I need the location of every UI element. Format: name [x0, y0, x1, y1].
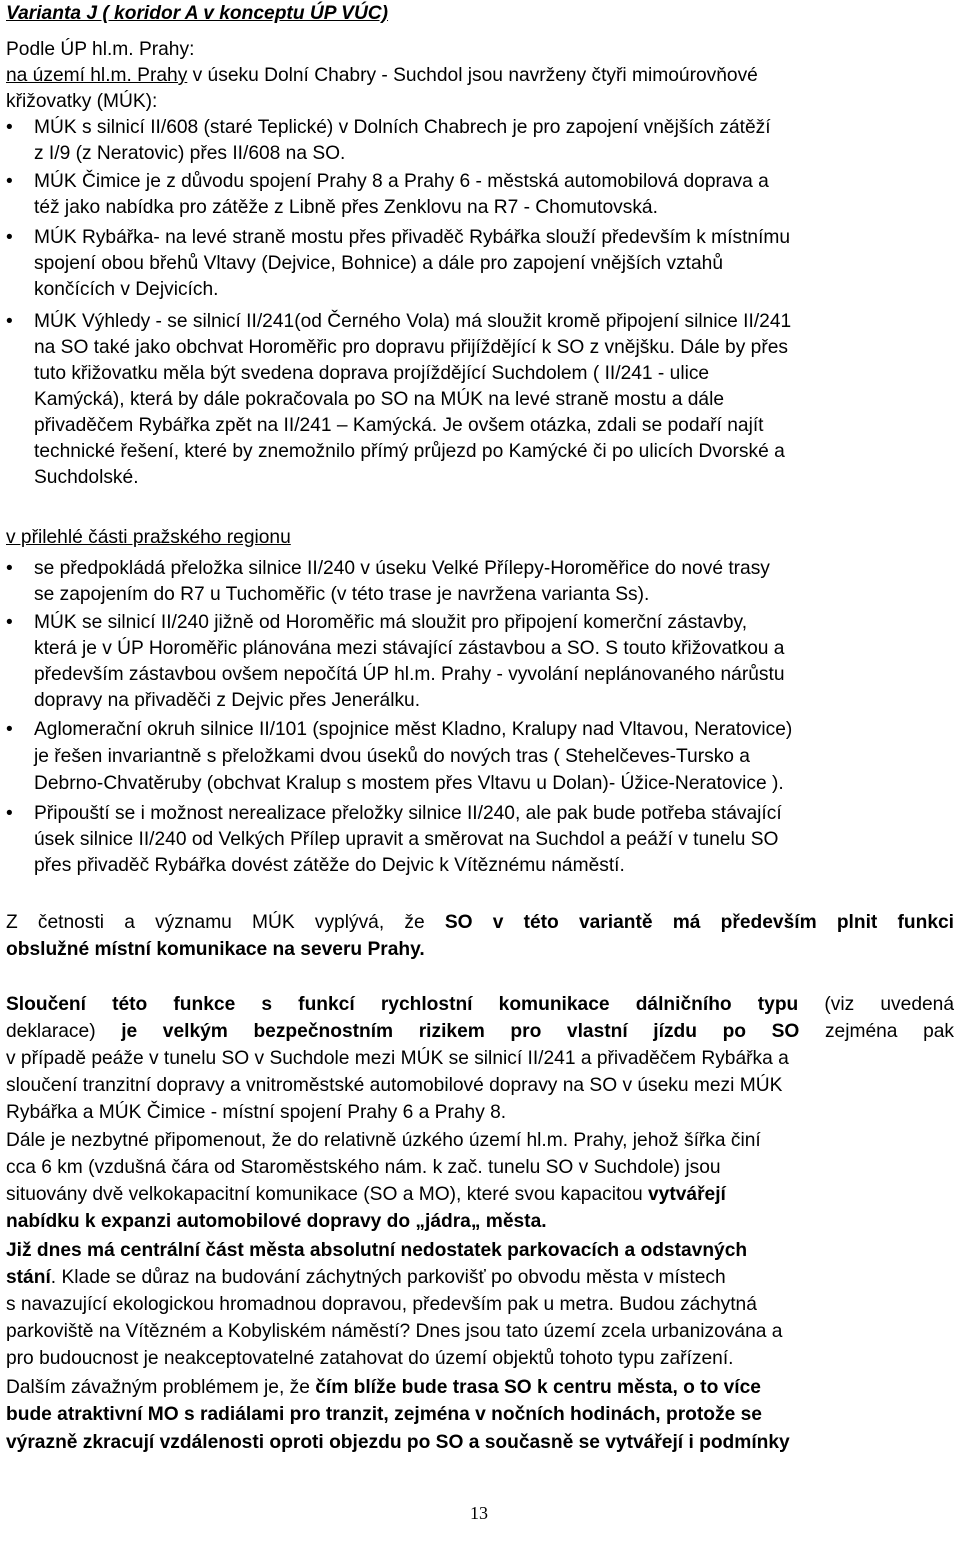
paragraph-2-line: deklarace) je velkým bezpečnostním rizikem pro vlastní jízdu po SO zejména pak — [6, 1021, 955, 1042]
bullet-icon: • — [6, 612, 13, 633]
paragraph-3-line: Dále je nezbytné připomenout, že do relativně úzkého území hl.m. Prahy, jehož šířka činí — [6, 1130, 761, 1151]
list-item: dopravy na přivaděči z Dejvic přes Jenerálku. — [34, 690, 421, 711]
bullet-icon: • — [6, 311, 13, 332]
paragraph-5-line: Dalším závažným problémem je, že čím blíže bude trasa SO k centru města, o to více — [6, 1377, 761, 1398]
paragraph-5-line: bude atraktivní MO s radiálami pro tranzit, zejména v nočních hodinách, protože se — [6, 1404, 762, 1425]
list-item: Suchdolské. — [34, 467, 139, 488]
paragraph-2-line: v případě peáže v tunelu SO v Suchdole mezi MÚK se silnicí II/241 a přivaděčem Rybářka a — [6, 1048, 789, 1069]
list-item: MÚK s silnicí II/608 (staré Teplické) v Dolních Chabrech je pro zapojení vnějších zátěží — [34, 117, 771, 138]
bullet-icon: • — [6, 719, 13, 740]
list-item: MÚK Rybářka- na levé straně mostu přes přivaděč Rybářka slouží především k místnímu — [34, 227, 791, 248]
paragraph-2-line: sloučení tranzitní dopravy a vnitroměstské automobilové dopravy na SO v úseku mezi MÚK — [6, 1075, 783, 1096]
list-item: MÚK Čimice je z důvodu spojení Prahy 8 a Prahy 6 - městská automobilová doprava a — [34, 171, 769, 192]
list-item: úsek silnice II/240 od Velkých Přílep upravit a směrovat na Suchdol a peáží v tunelu SO — [34, 829, 779, 850]
paragraph-2-line: Sloučení této funkce s funkcí rychlostní komunikace dálničního typu (viz uvedená — [6, 994, 955, 1015]
intro-line-2: na území hl.m. Prahy v úseku Dolní Chabry - Suchdol jsou navrženy čtyři mimoúrovňové — [6, 65, 758, 86]
list-item: Aglomerační okruh silnice II/101 (spojnice měst Kladno, Kralupy nad Vltavou, Neratovice) — [34, 719, 793, 740]
territory-link-text: na území hl.m. Prahy — [6, 65, 188, 86]
page-number: 13 — [470, 1503, 488, 1523]
paragraph-4-line: stání. Klade se důraz na budování záchytných parkovišť po obvodu města v místech — [6, 1267, 726, 1288]
list-item: se předpokládá přeložka silnice II/240 v úseku Velké Přílepy-Horoměřice do nové trasy — [34, 558, 770, 579]
bullet-icon: • — [6, 117, 13, 138]
paragraph-5-line: výrazně zkracují vzdálenosti oproti objezdu po SO a současně se vytvářejí i podmínky — [6, 1432, 790, 1453]
list-item: z I/9 (z Neratovic) přes II/608 na SO. — [34, 143, 346, 164]
list-item: která je v ÚP Horoměřic plánována mezi stávající zástavbou a SO. S touto křižovatkou a — [34, 638, 785, 659]
list-item: MÚK se silnicí II/240 jižně od Horoměřic má sloužit pro připojení komerční zástavby, — [34, 612, 748, 633]
list-item: Připouští se i možnost nerealizace přeložky silnice II/240, ale pak bude potřeba stávající — [34, 803, 782, 824]
list-item: především zástavbou ovšem nepočítá ÚP hl.m. Prahy - vyvolání neplánovaného nárůstu — [34, 664, 785, 685]
list-item: též jako nabídka pro zátěže z Libně přes Zenklovu na R7 - Chomutovská. — [34, 197, 658, 218]
paragraph-1-line: Z četnosti a významu MÚK vyplývá, že SO v této variantě má především plnit funkci — [6, 912, 955, 933]
bullet-icon: • — [6, 558, 13, 579]
paragraph-3-line: cca 6 km (vzdušná čára od Staroměstského nám. k zač. tunelu SO v Suchdole) jsou — [6, 1157, 721, 1178]
paragraph-4-line: pro budoucnost je neakceptovatelné zatahovat do území objektů tohoto typu zařízení. — [6, 1348, 734, 1369]
list-item: technické řešení, které by znemožnilo přímý průjezd po Kamýcké či po ulicích Dvorské a — [34, 441, 785, 462]
paragraph-3-line: situovány dvě velkokapacitní komunikace (SO a MO), které svou kapacitou vytvářejí — [6, 1184, 726, 1205]
bullet-icon: • — [6, 803, 13, 824]
list-item: MÚK Výhledy - se silnicí II/241(od Černého Vola) má sloužit kromě připojení silnice II/241 — [34, 311, 792, 332]
list-item: přivaděčem Rybářka zpět na II/241 – Kamýcká. Je ovšem otázka, zdali se podaří najít — [34, 415, 764, 436]
list-item: Kamýcká), která by dále pokračovala po SO na MÚK na levé straně mostu a dále — [34, 389, 725, 410]
paragraph-4-line: Již dnes má centrální část města absolutní nedostatek parkovacích a odstavných — [6, 1240, 748, 1261]
intro-line-3: křižovatky (MÚK): — [6, 91, 158, 112]
list-item: tuto křižovatku měla být svedena doprava projíždějící Suchdolem ( II/241 - ulice — [34, 363, 710, 384]
paragraph-3-line: nabídku k expanzi automobilové dopravy do „jádra„ města. — [6, 1211, 547, 1232]
list-item: na SO také jako obchvat Horoměřic pro dopravu přijíždějící k SO z vnějšku. Dále by přes — [34, 337, 788, 358]
list-item: Debrno-Chvatěruby (obchvat Kralup s mostem přes Vltavu u Dolan)- Úžice-Neratovice ). — [34, 773, 784, 794]
document-heading: Varianta J ( koridor A v konceptu ÚP VÚC) — [6, 3, 389, 24]
list-item: přes přivaděč Rybářka dovést zátěže do Dejvic k Vítěznému náměstí. — [34, 855, 625, 876]
list-item: je řešen invariantně s přeložkami dvou úseků do nových tras ( Stehelčeves-Tursko a — [34, 746, 750, 767]
region-heading: v přilehlé části pražského regionu — [6, 527, 291, 548]
bullet-icon: • — [6, 171, 13, 192]
list-item: spojení obou břehů Vltavy (Dejvice, Bohnice) a dále pro zapojení vnějších vztahů — [34, 253, 724, 274]
paragraph-4-line: s navazující ekologickou hromadnou dopravou, především pak u metra. Budou záchytná — [6, 1294, 757, 1315]
paragraph-4-line: parkoviště na Vítězném a Kobyliském náměstí? Dnes jsou tato území zcela urbanizována a — [6, 1321, 783, 1342]
intro-line-1: Podle ÚP hl.m. Prahy: — [6, 39, 195, 60]
paragraph-2-line: Rybářka a MÚK Čimice - místní spojení Prahy 6 a Prahy 8. — [6, 1102, 507, 1123]
list-item: se zapojením do R7 u Tuchoměřic (v této trase je navržena varianta Ss). — [34, 584, 650, 605]
list-item: končících v Dejvicích. — [34, 279, 219, 300]
bullet-icon: • — [6, 227, 13, 248]
paragraph-1-line: obslužné místní komunikace na severu Prahy. — [6, 939, 425, 960]
